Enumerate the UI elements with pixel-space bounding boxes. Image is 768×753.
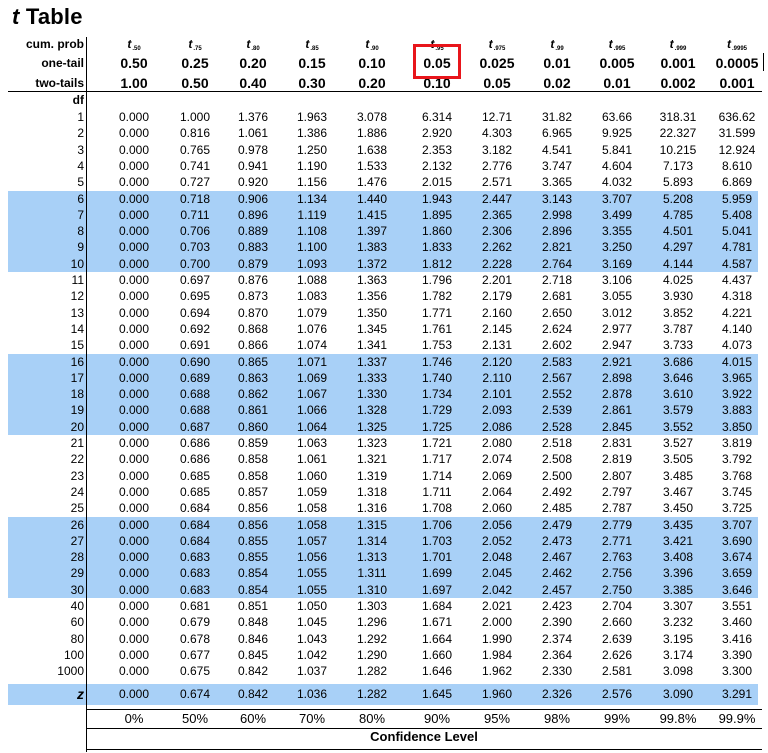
t-subscript: .75 [193,46,202,52]
df-value: 3 [77,142,84,157]
t-subscript: .80 [251,46,260,52]
header-divider-line [8,91,762,92]
df-value: 21 [70,436,84,450]
cum-prob-label: cum. prob [25,37,84,51]
df-value: 17 [70,370,84,385]
df-value: 40 [70,599,84,613]
t-subscript: .999 [674,46,687,52]
t-symbol: t [127,37,132,51]
df-label: df [72,93,84,107]
df-value: 30 [70,582,84,597]
df-value: 24 [70,484,84,499]
confidence-divider-line [86,709,762,710]
t-symbol: t [188,37,193,51]
title-t-symbol: t [12,4,20,29]
df-value: 13 [70,305,84,320]
df-value: 19 [70,403,84,418]
df-value: 1000 [57,664,84,679]
t-subscript: .995 [613,46,626,52]
one-tail-label: one-tail [41,56,84,70]
t-subscript: .9995 [731,46,747,52]
df-value: 14 [70,321,84,336]
df-value: 16 [70,354,84,369]
t-subscript: .90 [370,46,379,52]
df-value: 18 [70,387,84,402]
t-symbol: t [726,37,731,51]
df-value: 1 [77,110,84,124]
t-subscript: .85 [310,46,319,52]
t-symbol: t [246,37,251,51]
t-subscript: .50 [132,46,141,52]
confidence-level-label: Confidence Level [370,728,478,744]
df-value: 8 [77,224,84,239]
df-value: 10 [70,256,84,271]
t-subscript: .95 [435,46,444,52]
df-value: 26 [70,517,84,532]
t-symbol: t [430,37,435,51]
df-value: 25 [70,501,84,516]
title-text: Table [25,4,83,29]
highlight-box [413,44,461,79]
df-value: 15 [70,338,84,353]
df-value: 22 [70,452,84,467]
end-tick [763,53,764,71]
df-value: 12 [70,289,84,304]
df-value: 80 [70,631,84,646]
df-value: 23 [70,468,84,483]
df-value: 11 [71,273,84,287]
df-value: 100 [63,647,84,662]
t-subscript: .99 [555,46,564,52]
z-label: z [77,685,84,702]
page-title [12,4,83,30]
t-symbol: t [305,37,310,51]
df-value: 2 [77,126,84,141]
df-value: 60 [70,615,84,630]
df-value: 20 [70,419,84,434]
df-value: 4 [77,158,84,173]
t-symbol: t [669,37,674,51]
df-value: 7 [77,207,84,222]
bottom-line [86,749,762,750]
t-symbol: t [550,37,555,51]
df-value: 9 [77,240,84,255]
two-tails-label: two-tails [35,76,84,90]
t-subscript: .975 [493,46,506,52]
df-value: 28 [70,550,84,565]
df-value: 27 [70,533,84,548]
df-value: 6 [77,191,84,206]
t-symbol: t [365,37,370,51]
t-symbol: t [608,37,613,51]
df-divider-line [86,37,87,752]
t-symbol: t [488,37,493,51]
df-value: 5 [77,175,84,190]
df-value: 29 [70,566,84,581]
